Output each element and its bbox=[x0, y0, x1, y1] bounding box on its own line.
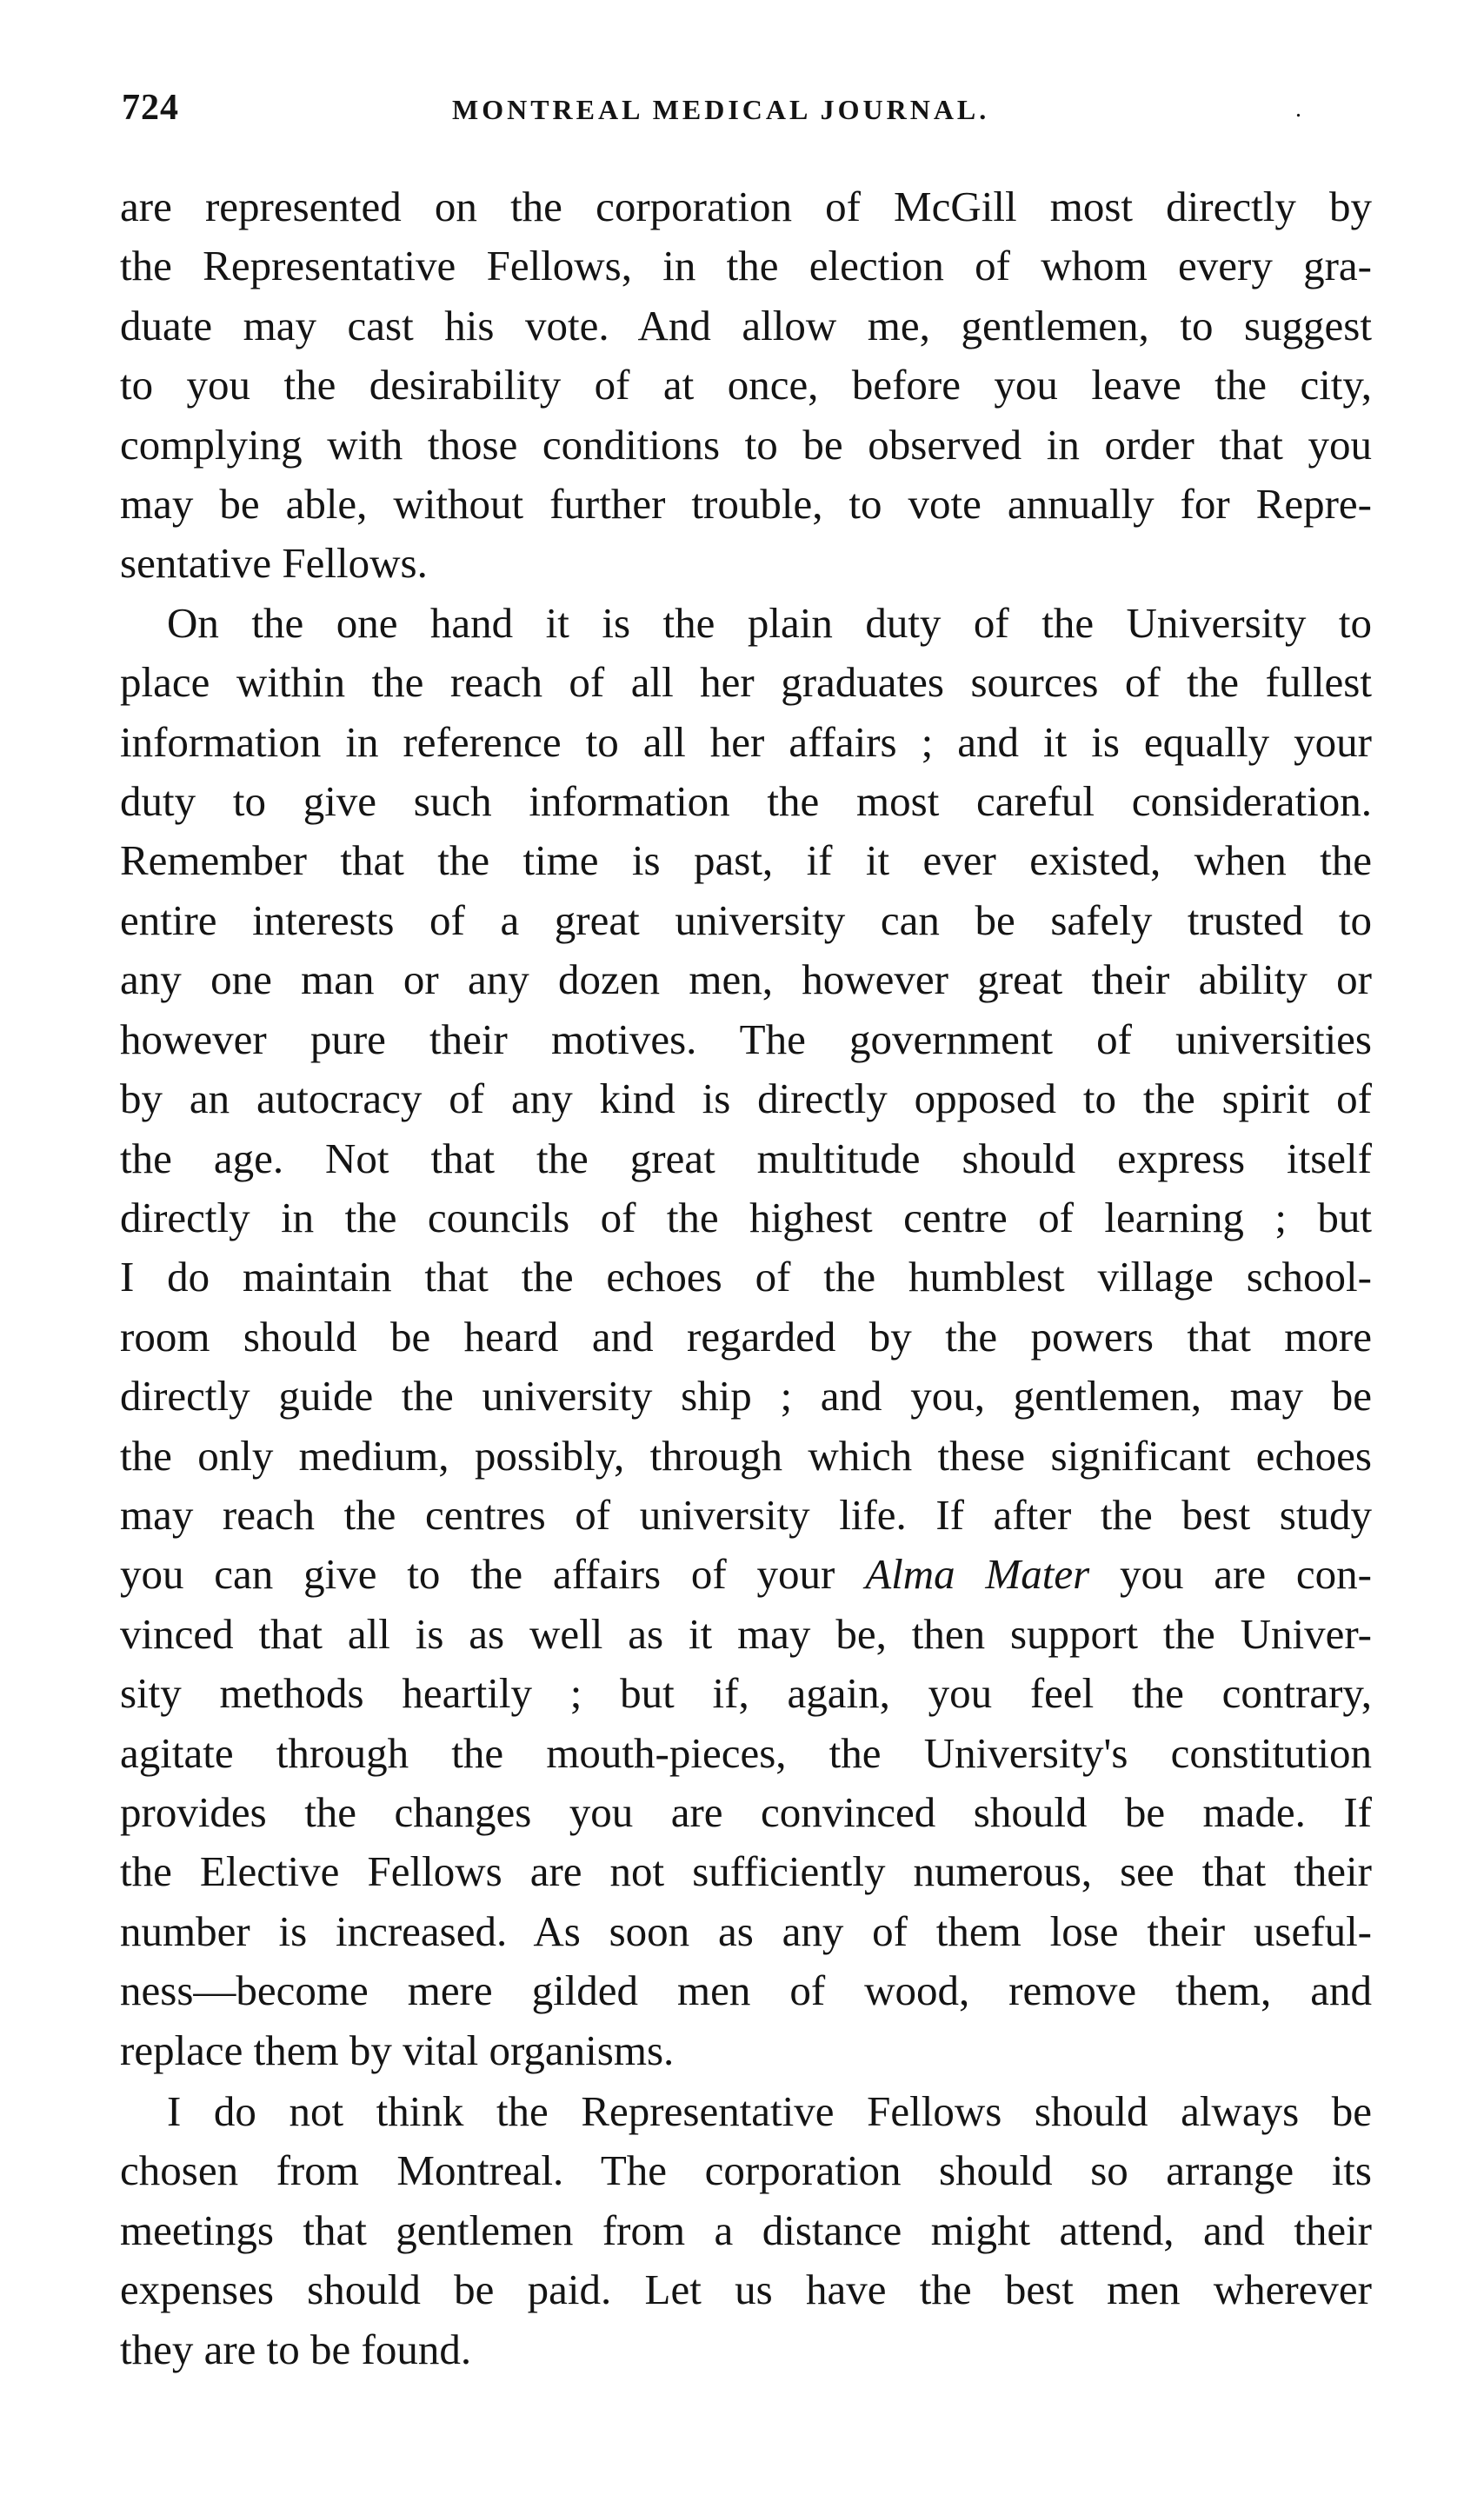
text-line: information in reference to all her affairs ; and it is equally your bbox=[120, 717, 1372, 766]
text-line: may reach the centres of university life. If after the best study bbox=[120, 1490, 1372, 1539]
italic-phrase: Alma Mater bbox=[865, 1550, 1090, 1599]
stray-mark: . bbox=[1295, 96, 1301, 123]
text-line-italic: you can give to the affairs of your Alma Mater you are con- bbox=[120, 1550, 1372, 1599]
text-line: sity methods heartily ; but if, again, you feel the contrary, bbox=[120, 1669, 1372, 1718]
text-line: the age. Not that the great multitude should express itself bbox=[120, 1134, 1372, 1182]
body-text bbox=[120, 177, 1372, 2379]
text-line: provides the changes you are convinced should be made. If bbox=[120, 1787, 1372, 1836]
text-line: number is increased. As soon as any of them lose their useful- bbox=[120, 1906, 1372, 1955]
text-line: On the one hand it is the plain duty of the University to bbox=[167, 598, 1372, 647]
text-line: expenses should be paid. Let us have the best men wherever bbox=[120, 2265, 1372, 2314]
text-line: ness—become mere gilded men of wood, remove them, and bbox=[120, 1966, 1372, 2015]
text-line: directly in the councils of the highest centre of learning ; but bbox=[120, 1193, 1372, 1241]
text-line: duty to give such information the most careful consideration. bbox=[120, 777, 1372, 826]
paragraph-3 bbox=[120, 2082, 1372, 2379]
text-line: to you the desirability of at once, before you leave the city, bbox=[120, 361, 1372, 409]
text-line: chosen from Montreal. The corporation should so arrange its bbox=[120, 2146, 1372, 2195]
text-line: I do maintain that the echoes of the humblest village school- bbox=[120, 1253, 1372, 1301]
text-line: the Representative Fellows, in the election of whom every gra- bbox=[120, 242, 1372, 290]
text-line: meetings that gentlemen from a distance might attend, and their bbox=[120, 2206, 1372, 2254]
text-line: room should be heard and regarded by the powers that more bbox=[120, 1312, 1372, 1361]
page-number: 724 bbox=[122, 88, 179, 128]
text-line: duate may cast his vote. And allow me, gentlemen, to suggest bbox=[120, 301, 1372, 349]
text-line: replace them by vital organisms. bbox=[120, 2026, 675, 2074]
text-line: any one man or any dozen men, however great their ability or bbox=[120, 955, 1372, 1004]
text-line: Remember that the time is past, if it ever existed, when the bbox=[120, 836, 1372, 885]
text-line: they are to be found. bbox=[120, 2325, 472, 2373]
text-line: place within the reach of all her graduates sources of the fullest bbox=[120, 658, 1372, 707]
running-head bbox=[122, 87, 1356, 139]
text-line: by an autocracy of any kind is directly opposed to the spirit of bbox=[120, 1075, 1372, 1123]
text-line: complying with those conditions to be observed in order that you bbox=[120, 420, 1372, 469]
text-line: may be able, without further trouble, to vote annually for Repre- bbox=[120, 480, 1372, 529]
text-line: are represented on the corporation of McGill most directly by bbox=[120, 183, 1372, 230]
paragraph-2 bbox=[120, 594, 1372, 2080]
text-line: I do not think the Representative Fellows should always be bbox=[167, 2087, 1372, 2135]
text-line: the only medium, possibly, through which these significant echoes bbox=[120, 1431, 1372, 1480]
text-line: vinced that all is as well as it may be, then support the Univer- bbox=[120, 1609, 1372, 1658]
text-line: the Elective Fellows are not sufficiently numerous, see that their bbox=[120, 1847, 1372, 1896]
text-line: sentative Fellows. bbox=[120, 539, 428, 588]
text-line: entire interests of a great university can be safely trusted to bbox=[120, 895, 1372, 944]
journal-title: MONTREAL MEDICAL JOURNAL. bbox=[452, 94, 990, 125]
text-line: however pure their motives. The government of universities bbox=[120, 1015, 1372, 1063]
text-line: directly guide the university ship ; and you, gentlemen, may be bbox=[120, 1372, 1372, 1420]
paragraph-1 bbox=[120, 177, 1372, 594]
text-line: agitate through the mouth-pieces, the University's constitution bbox=[120, 1728, 1372, 1777]
